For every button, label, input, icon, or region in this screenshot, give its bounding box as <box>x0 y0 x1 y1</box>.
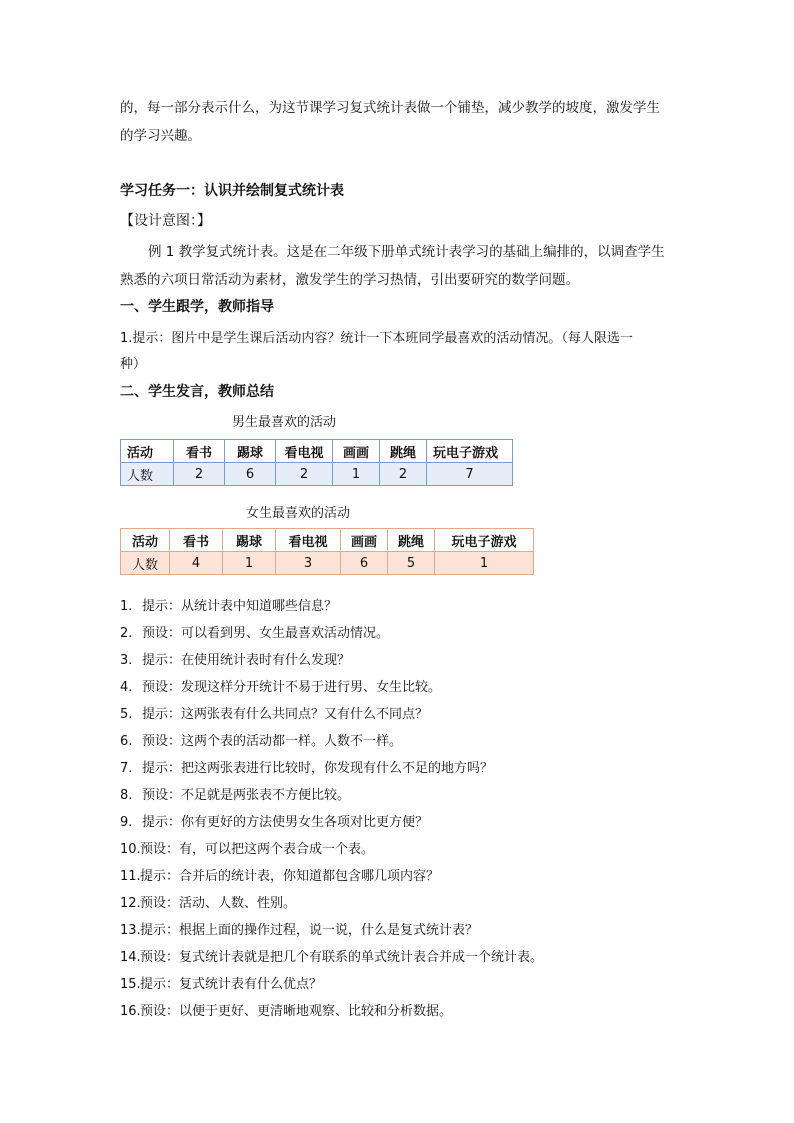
item-text: 提示：在使用统计表时有什么发现？ <box>142 653 351 668</box>
list-item <box>120 622 389 641</box>
section-1-heading: 一、学生跟学，教师指导 <box>120 299 274 315</box>
item-text: 预设：不足就是两张表不方便比较。 <box>142 788 351 803</box>
item-number: 4. <box>120 680 133 695</box>
activity-cell: 画画 <box>341 529 388 552</box>
intro-line-2: 的学习兴趣。 <box>120 128 201 144</box>
count-cell: 2 <box>174 463 225 486</box>
table-row <box>121 529 534 552</box>
item-text: 预设：以便于更好、更清晰地观察、比较和分析数据。 <box>140 1004 453 1019</box>
activity-cell: 跳绳 <box>388 529 435 552</box>
item-text: 提示：你有更好的方法使男女生各项对比更方便？ <box>142 815 429 830</box>
item-text: 提示：从统计表中知道哪些信息？ <box>142 599 338 614</box>
item-number: 9. <box>120 815 133 830</box>
section-2-heading: 二、学生发言，教师总结 <box>120 384 274 400</box>
item-number: 10. <box>120 842 141 857</box>
item-number: 13. <box>120 923 141 938</box>
list-item <box>120 892 296 911</box>
list-item <box>120 784 350 803</box>
count-cell: 2 <box>380 463 427 486</box>
count-cell: 6 <box>225 463 276 486</box>
row-label-activity: 活动 <box>121 529 170 552</box>
table-row <box>121 463 513 486</box>
activity-cell: 看电视 <box>276 440 333 463</box>
list-item <box>120 595 337 614</box>
list-item <box>120 973 322 992</box>
item-number: 11. <box>120 869 141 884</box>
item-number: 14. <box>120 950 141 965</box>
list-item <box>120 757 493 776</box>
girls-activity-table <box>120 528 534 575</box>
boys-activity-table <box>120 439 513 486</box>
row-label-count: 人数 <box>121 552 170 575</box>
item-number: 1. <box>120 599 133 614</box>
task-title: 学习任务一：认识并绘制复式统计表 <box>120 183 344 199</box>
list-item <box>120 865 439 884</box>
item-number: 15. <box>120 977 141 992</box>
activity-cell: 看书 <box>170 529 223 552</box>
design-intent-label: 【设计意图：】 <box>120 213 211 229</box>
list-item <box>120 838 374 857</box>
activity-cell: 踢球 <box>225 440 276 463</box>
item-text: 提示：根据上面的操作过程，说一说，什么是复式统计表？ <box>140 923 479 938</box>
design-intent-line-2: 熟悉的六项日常活动为素材，激发学生的学习热情，引出要研究的数学问题。 <box>120 272 579 288</box>
activity-cell: 看电视 <box>276 529 341 552</box>
item-number: 2. <box>120 626 133 641</box>
count-cell: 7 <box>427 463 513 486</box>
boys-table-caption: 男生最喜欢的活动 <box>232 415 337 430</box>
item-text: 预设：这两个表的活动都一样。人数不一样。 <box>142 734 403 749</box>
item-text: 提示：这两张表有什么共同点？又有什么不同点？ <box>142 707 429 722</box>
design-intent-line-1: 例 1 教学复式统计表。这是在二年级下册单式统计表学习的基础上编排的，以调查学生 <box>148 244 665 260</box>
count-cell: 2 <box>276 463 333 486</box>
activity-cell: 玩电子游戏 <box>435 529 534 552</box>
count-cell: 1 <box>223 552 276 575</box>
list-item <box>120 946 543 965</box>
list-item <box>120 919 478 938</box>
table-row <box>121 552 534 575</box>
item-text: 提示：把这两张表进行比较时，你发现有什么不足的地方吗？ <box>142 761 494 776</box>
list-item <box>120 1000 452 1019</box>
activity-cell: 跳绳 <box>380 440 427 463</box>
count-cell: 5 <box>388 552 435 575</box>
item-number: 3. <box>120 653 133 668</box>
row-label-count: 人数 <box>121 463 174 486</box>
intro-line-1: 的，每一部分表示什么，为这节课学习复式统计表做一个铺垫，减少教学的坡度，激发学生 <box>120 100 660 116</box>
item-number: 8. <box>120 788 133 803</box>
item-text: 预设：发现这样分开统计不易于进行男、女生比较。 <box>142 680 442 695</box>
table-row <box>121 440 513 463</box>
list-item <box>120 730 402 749</box>
item-text: 提示：合并后的统计表，你知道都包含哪几项内容？ <box>140 869 440 884</box>
item-text: 预设：有，可以把这两个表合成一个表。 <box>140 842 375 857</box>
count-cell: 1 <box>435 552 534 575</box>
item-text: 预设：复式统计表就是把几个有联系的单式统计表合并成一个统计表。 <box>140 950 544 965</box>
item-text: 预设：活动、人数、性别。 <box>140 896 297 911</box>
item-number: 12. <box>120 896 141 911</box>
item-number: 5. <box>120 707 133 722</box>
count-cell: 3 <box>276 552 341 575</box>
count-cell: 6 <box>341 552 388 575</box>
list-item <box>120 703 428 722</box>
hint-1-line-2: 种） <box>120 357 147 372</box>
list-item <box>120 649 350 668</box>
item-number: 7. <box>120 761 133 776</box>
item-text: 提示：复式统计表有什么优点？ <box>140 977 323 992</box>
activity-cell: 看书 <box>174 440 225 463</box>
item-number: 6. <box>120 734 133 749</box>
activity-cell: 画画 <box>333 440 380 463</box>
count-cell: 4 <box>170 552 223 575</box>
item-text: 预设：可以看到男、女生最喜欢活动情况。 <box>142 626 390 641</box>
activity-cell: 踢球 <box>223 529 276 552</box>
activity-cell: 玩电子游戏 <box>427 440 513 463</box>
list-item <box>120 676 441 695</box>
list-item <box>120 811 428 830</box>
count-cell: 1 <box>333 463 380 486</box>
item-number: 16. <box>120 1004 141 1019</box>
girls-table-caption: 女生最喜欢的活动 <box>246 506 351 521</box>
row-label-activity: 活动 <box>121 440 174 463</box>
hint-1-line-1: 1.提示：图片中是学生课后活动内容？统计一下本班同学最喜欢的活动情况。（每人限选一 <box>120 331 633 346</box>
